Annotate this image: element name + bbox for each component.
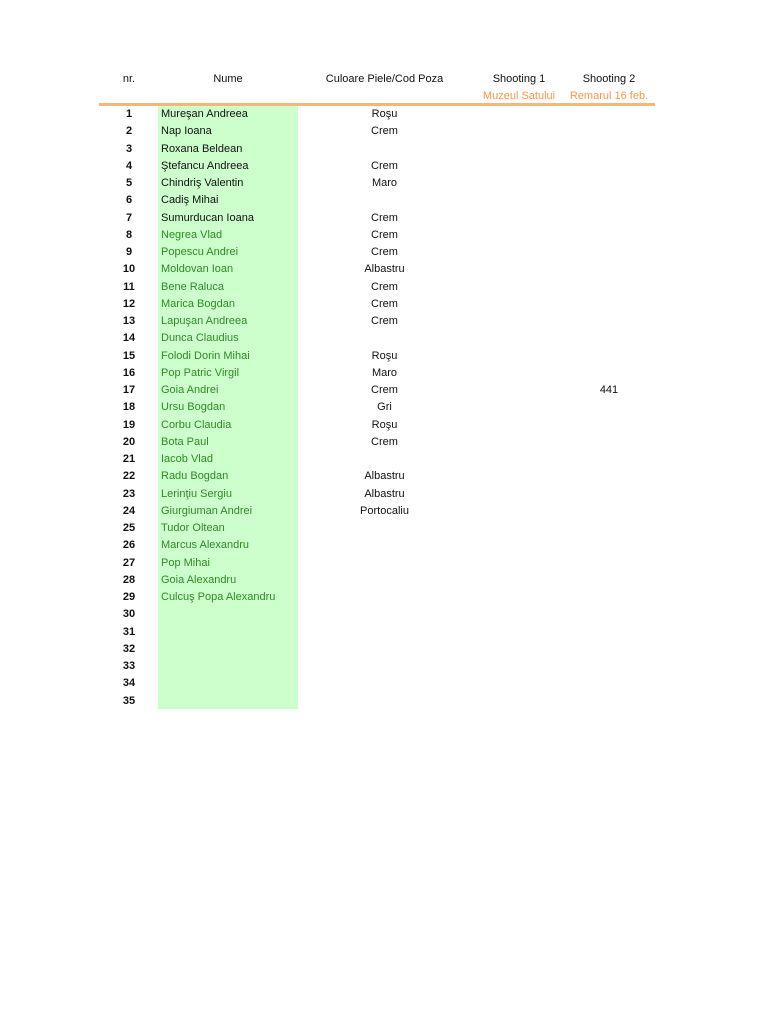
row-number: 31 <box>122 625 136 638</box>
table-row <box>0 658 768 675</box>
row-number: 5 <box>125 177 133 189</box>
table-row <box>0 227 768 244</box>
row-name: Popescu Andrei <box>161 246 239 258</box>
row-name: Bota Paul <box>161 435 209 448</box>
table-row <box>0 330 768 347</box>
row-name: Roxana Beldean <box>161 142 243 155</box>
row-skin-color: Portocaliu <box>360 504 409 517</box>
table-row <box>0 503 768 520</box>
row-number: 2 <box>125 125 133 138</box>
row-number: 16 <box>122 366 136 379</box>
row-number: 21 <box>122 453 136 465</box>
row-name: Pop Patric Virgil <box>161 366 240 379</box>
table-row <box>0 123 768 140</box>
row-skin-color: Gri <box>377 401 392 414</box>
table-row <box>0 572 768 589</box>
row-shooting-2: 441 <box>599 384 619 396</box>
row-skin-color: Albastru <box>364 487 405 500</box>
row-name: Lerinţiu Sergiu <box>161 487 232 500</box>
row-number: 17 <box>122 384 136 396</box>
table-row <box>0 693 768 710</box>
row-name: Negrea Vlad <box>161 228 223 241</box>
row-skin-color: Crem <box>371 228 398 241</box>
row-skin-color: Crem <box>371 280 398 293</box>
row-number: 14 <box>122 332 136 345</box>
table-row <box>0 348 768 365</box>
row-name: Ursu Bogdan <box>161 401 226 414</box>
row-name: Dunca Claudius <box>161 332 239 345</box>
row-skin-color: Albastru <box>364 263 405 276</box>
table-row <box>0 451 768 468</box>
row-name: Iacob Vlad <box>161 453 213 465</box>
table-row <box>0 192 768 209</box>
row-number: 1 <box>125 108 133 120</box>
row-skin-color: Crem <box>371 211 398 224</box>
table-row <box>0 175 768 192</box>
header-name: Nume <box>213 73 243 85</box>
row-number: 32 <box>122 642 136 655</box>
table-row <box>0 210 768 227</box>
row-number: 22 <box>122 470 136 483</box>
table-row <box>0 261 768 278</box>
row-number: 7 <box>125 211 133 224</box>
row-name: Chindriş Valentin <box>161 177 244 189</box>
table-row <box>0 468 768 485</box>
row-number: 9 <box>125 246 133 258</box>
row-number: 26 <box>122 539 136 552</box>
row-number: 20 <box>122 435 136 448</box>
row-number: 27 <box>122 556 136 569</box>
header-skin-color: Culoare Piele/Cod Poza <box>325 73 444 85</box>
table-row <box>0 624 768 641</box>
row-number: 33 <box>122 660 136 672</box>
table-row <box>0 606 768 623</box>
row-skin-color: Crem <box>371 125 398 138</box>
row-name: Pop Mihai <box>161 556 210 569</box>
table-row <box>0 106 768 123</box>
row-number: 13 <box>122 315 136 327</box>
row-number: 8 <box>125 228 133 241</box>
table-row <box>0 279 768 296</box>
table-row <box>0 382 768 399</box>
row-number: 29 <box>122 591 136 603</box>
header-shooting-2-location: Remarul 16 feb. <box>569 90 649 102</box>
header-shooting-1-location: Muzeul Satului <box>482 90 556 102</box>
row-name: Mureşan Andreea <box>161 108 248 120</box>
row-skin-color: Crem <box>371 297 398 310</box>
row-name: Sumurducan Ioana <box>161 211 254 224</box>
row-skin-color: Crem <box>371 246 398 258</box>
header-nr: nr. <box>122 73 136 85</box>
row-name: Goia Alexandru <box>161 573 237 586</box>
table-row <box>0 555 768 572</box>
table-row <box>0 399 768 416</box>
table-row <box>0 486 768 503</box>
row-number: 25 <box>122 522 136 534</box>
row-number: 6 <box>125 194 133 207</box>
row-name: Tudor Oltean <box>161 522 225 534</box>
table-row <box>0 158 768 175</box>
row-number: 28 <box>122 573 136 586</box>
row-skin-color: Maro <box>371 177 398 189</box>
row-number: 24 <box>122 504 136 517</box>
row-skin-color: Crem <box>371 159 398 172</box>
row-name: Goia Andrei <box>161 384 219 396</box>
table-body <box>0 106 768 710</box>
row-number: 12 <box>122 297 136 310</box>
row-name: Marica Bogdan <box>161 297 235 310</box>
table-row <box>0 244 768 261</box>
row-number: 19 <box>122 418 136 431</box>
row-skin-color: Crem <box>371 315 398 327</box>
header-shooting-2: Shooting 2 <box>582 73 636 85</box>
table-row <box>0 537 768 554</box>
row-name: Marcus Alexandru <box>161 539 250 552</box>
row-number: 15 <box>122 349 136 362</box>
row-name: Giurgiuman Andrei <box>161 504 253 517</box>
row-skin-color: Crem <box>371 384 398 396</box>
row-skin-color: Roşu <box>371 418 398 431</box>
row-name: Folodi Dorin Mihai <box>161 349 250 362</box>
row-skin-color: Crem <box>371 435 398 448</box>
row-skin-color: Roşu <box>371 108 398 120</box>
row-number: 11 <box>123 280 135 293</box>
row-skin-color: Albastru <box>364 470 405 483</box>
table-row <box>0 675 768 692</box>
table-row <box>0 296 768 313</box>
row-number: 3 <box>125 142 133 155</box>
row-name: Culcuş Popa Alexandru <box>161 591 276 603</box>
table-row <box>0 141 768 158</box>
header-shooting-1: Shooting 1 <box>492 73 546 85</box>
row-name: Nap Ioana <box>161 125 212 138</box>
row-name: Bene Raluca <box>161 280 224 293</box>
table-row <box>0 589 768 606</box>
row-number: 30 <box>122 608 136 621</box>
table-row <box>0 520 768 537</box>
row-number: 34 <box>122 677 136 690</box>
table-row <box>0 313 768 330</box>
table-row <box>0 417 768 434</box>
row-number: 18 <box>122 401 136 414</box>
row-name: Ştefancu Andreea <box>161 159 249 172</box>
row-number: 4 <box>125 159 133 172</box>
row-number: 10 <box>122 263 136 276</box>
row-skin-color: Maro <box>371 366 398 379</box>
table-row <box>0 641 768 658</box>
row-name: Cadiş Mihai <box>161 194 219 207</box>
row-name: Lapuşan Andreea <box>161 315 248 327</box>
row-name: Radu Bogdan <box>161 470 229 483</box>
table-row <box>0 365 768 382</box>
table-row <box>0 434 768 451</box>
row-number: 35 <box>122 694 136 707</box>
row-skin-color: Roşu <box>371 349 398 362</box>
row-number: 23 <box>122 487 136 500</box>
row-name: Corbu Claudia <box>161 418 232 431</box>
row-name: Moldovan Ioan <box>161 263 234 276</box>
